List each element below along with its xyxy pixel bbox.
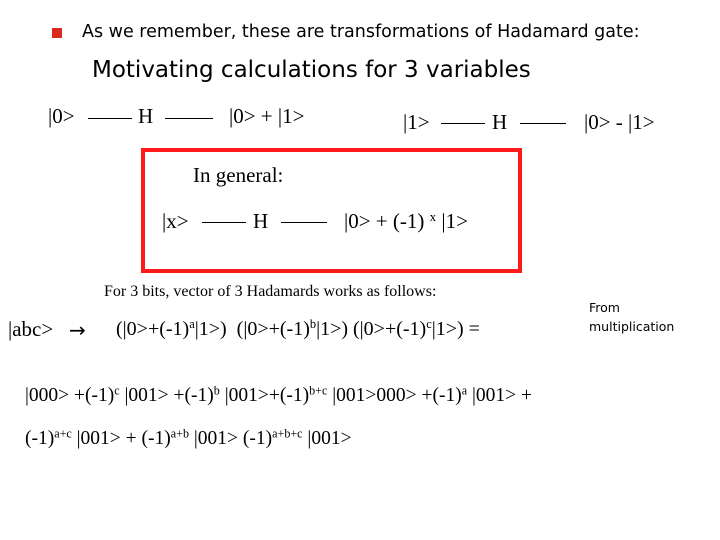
general-wire-out — [281, 222, 327, 223]
gate2-wire-in — [441, 123, 485, 124]
gate2-output: |0> - |1> — [584, 110, 655, 134]
factor-b-post: |1>) — [316, 318, 349, 340]
factor-a-post: |1>) — [194, 318, 227, 340]
slide-title: Motivating calculations for 3 variables — [92, 57, 531, 83]
expansion-2-term: |001> + (-1) — [71, 428, 171, 449]
expansion-1-term: |001> + — [467, 385, 532, 406]
gate1-wire-in — [88, 118, 132, 119]
note-line2: multiplication — [589, 319, 675, 334]
expansion-line-2 — [25, 428, 352, 450]
factor-a-sup: a — [189, 317, 195, 332]
factor-c-sup: c — [426, 317, 432, 332]
expansion-1-term: |001> +(-1) — [119, 385, 214, 406]
expansion-2-exponent: a+b+c — [272, 426, 303, 441]
factor-b-sup: b — [309, 317, 317, 332]
gate1-wire-out — [165, 118, 213, 119]
expansion-2-exponent: a+b — [170, 426, 190, 441]
gate1-input: |0> — [48, 104, 75, 128]
general-label: In general: — [193, 163, 284, 187]
expansion-1-term: |001>000> +(-1) — [327, 385, 462, 406]
general-output-post: |1> — [436, 209, 468, 233]
expansion-1-term: |000> +(-1) — [25, 385, 115, 406]
hadamard-product — [116, 318, 480, 341]
gate2-label: H — [492, 110, 508, 134]
right-arrow-icon: → — [69, 318, 86, 342]
general-gate: H — [253, 209, 269, 233]
general-wire-in — [202, 222, 246, 223]
general-output-sup: x — [429, 208, 437, 224]
factor-c-post: |1>) = — [431, 318, 480, 340]
general-output — [344, 209, 468, 234]
expansion-2-term: |001> (-1) — [189, 428, 273, 449]
bullet-marker — [52, 28, 62, 38]
general-input: |x> — [162, 209, 189, 233]
abc-lhs: |abc> — [8, 317, 54, 341]
factor-a-pre: (|0>+(-1) — [116, 318, 190, 340]
expansion-1-exponent: c — [114, 383, 120, 398]
expansion-line-1 — [25, 385, 532, 407]
gate1-output: |0> + |1> — [229, 104, 305, 128]
gate2-wire-out — [520, 123, 566, 124]
expansion-1-exponent: a — [461, 383, 468, 398]
expansion-2-term: (-1) — [25, 428, 55, 449]
expansion-1-exponent: b — [213, 383, 220, 398]
gate1-label: H — [138, 104, 154, 128]
note-line1: From — [589, 300, 620, 315]
factor-b-pre: (|0>+(-1) — [236, 318, 310, 340]
expansion-1-term: |001>+(-1) — [219, 385, 310, 406]
bullet-text: As we remember, these are transformations of Hadamard gate: — [82, 22, 640, 42]
expansion-2-exponent: a+c — [54, 426, 72, 441]
factor-c-pre: (|0>+(-1) — [353, 318, 427, 340]
expansion-1-exponent: b+c — [309, 383, 328, 398]
expansion-2-term: |001> — [302, 428, 352, 449]
general-output-pre: |0> + (-1) — [344, 209, 430, 233]
three-bits-caption: For 3 bits, vector of 3 Hadamards works as follows: — [104, 283, 437, 300]
gate2-input: |1> — [403, 110, 430, 134]
